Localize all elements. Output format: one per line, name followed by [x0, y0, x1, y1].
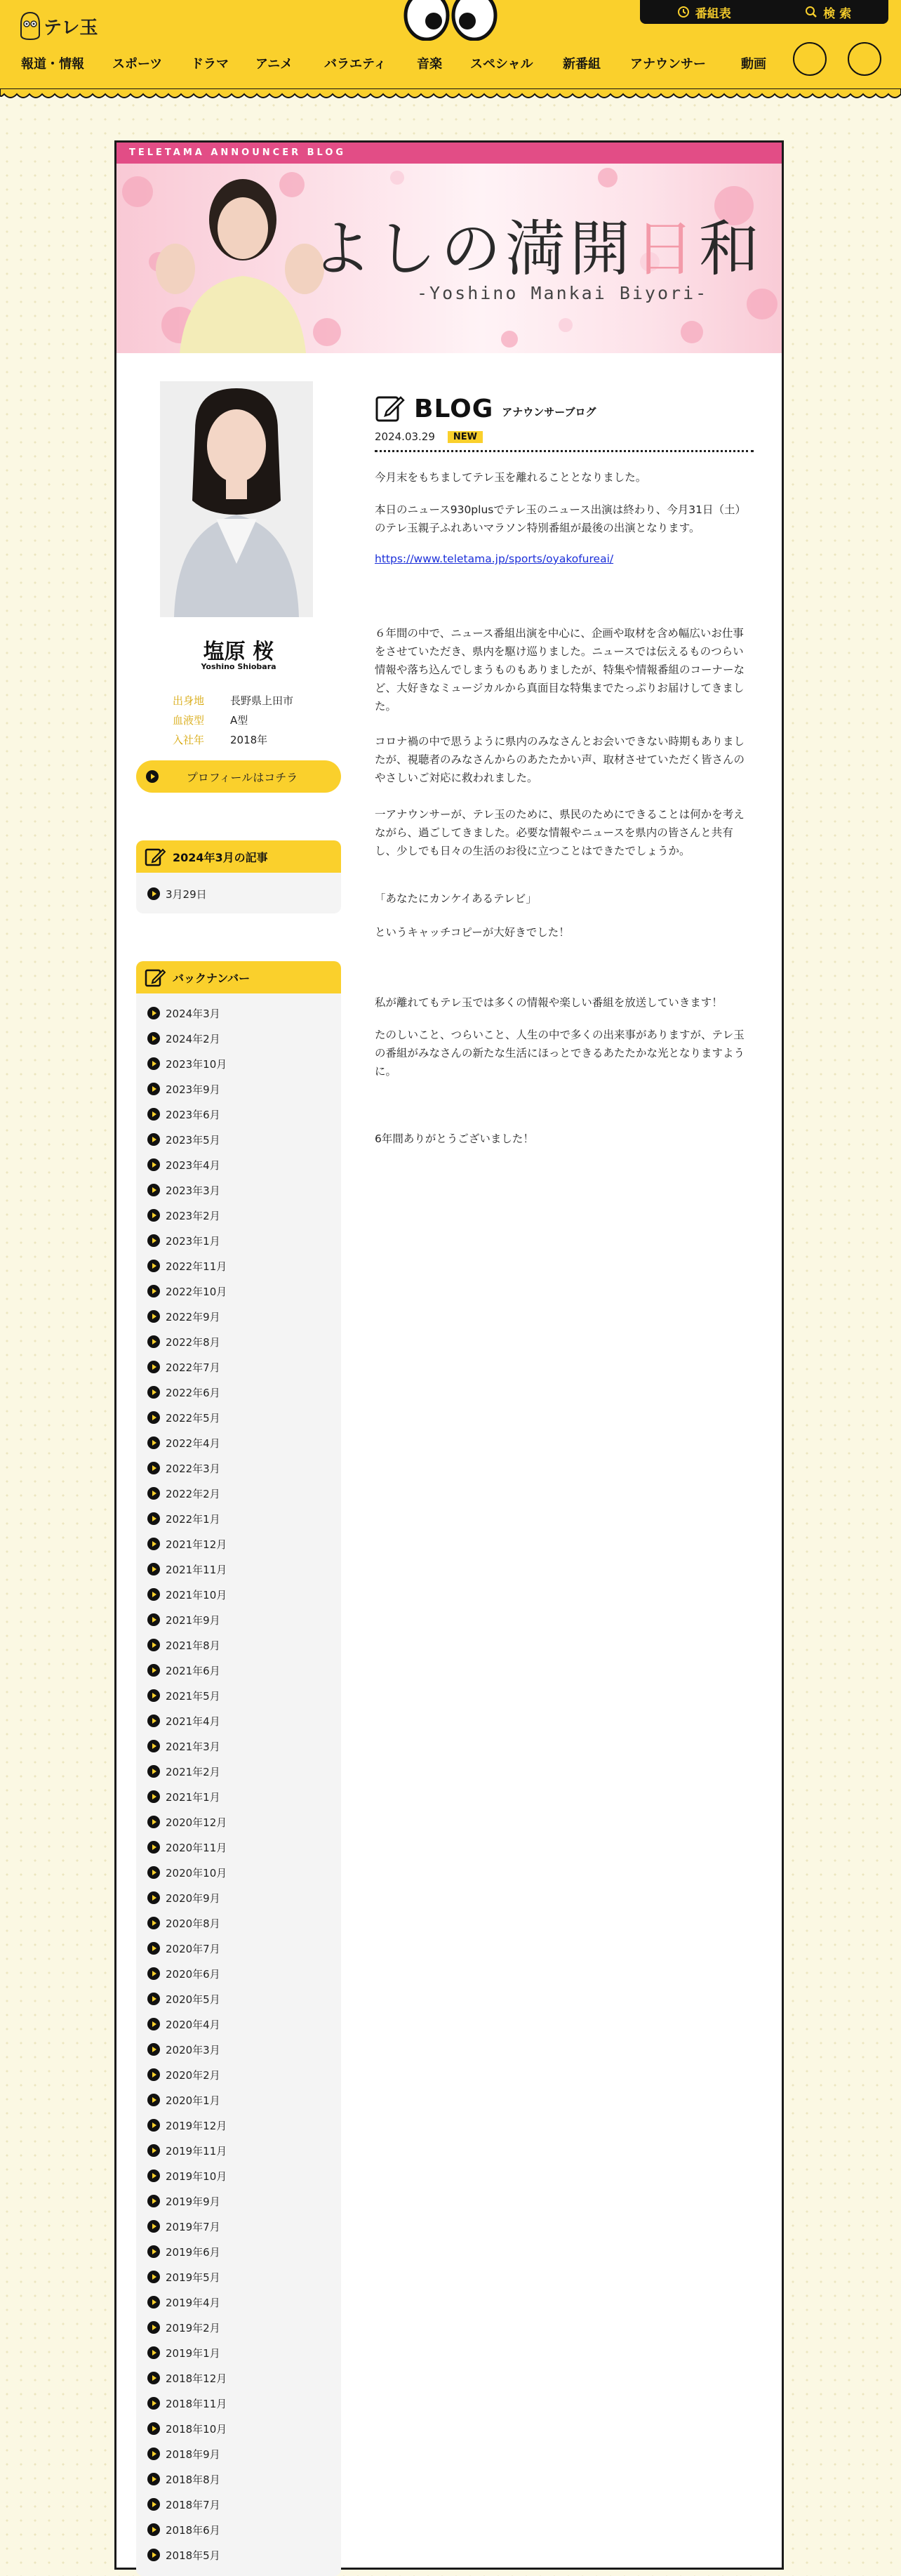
- arrow-right-icon: [147, 1765, 160, 1778]
- search-icon: [805, 6, 817, 18]
- mascot-eyes-icon: [399, 0, 502, 41]
- post-paragraph: というキャッチコピーが大好きでした！: [375, 926, 570, 939]
- arrow-right-icon: [147, 1866, 160, 1879]
- month-articles-header: [136, 840, 341, 873]
- arrow-right-icon: [147, 2346, 160, 2359]
- profile-name: 塩原 桜: [203, 640, 274, 664]
- backnumber-link-label: 2020年5月: [166, 1993, 220, 2006]
- backnumber-link-label: 2019年10月: [166, 2169, 227, 2183]
- backnumber-link[interactable]: [136, 1076, 341, 1102]
- arrow-right-icon: [147, 887, 160, 900]
- arrow-right-icon: [147, 1007, 160, 1019]
- backnumber-link-label: 2021年3月: [166, 1740, 220, 1753]
- backnumber-link[interactable]: [136, 1279, 341, 1304]
- backnumber-link-label: 2021年4月: [166, 1715, 220, 1728]
- nav-special[interactable]: スペシャル: [470, 57, 533, 72]
- profile-key: 血液型: [173, 713, 205, 727]
- arrow-right-icon: [147, 2220, 160, 2233]
- backnumber-link[interactable]: [136, 1026, 341, 1051]
- schedule-button[interactable]: [677, 4, 731, 21]
- backnumber-link-label: 2022年8月: [166, 1335, 220, 1349]
- backnumber-link[interactable]: [136, 2517, 341, 2542]
- arrow-right-icon: [147, 1891, 160, 1904]
- backnumber-link-label: 2020年10月: [166, 1866, 227, 1880]
- backnumber-link-label: 2024年2月: [166, 1032, 220, 1045]
- backnumber-link[interactable]: [136, 1506, 341, 1531]
- backnumber-link-label: 2021年6月: [166, 1664, 220, 1677]
- backnumber-link[interactable]: [136, 2391, 341, 2416]
- backnumber-link[interactable]: [136, 1708, 341, 1733]
- backnumber-link[interactable]: [136, 1354, 341, 1380]
- backnumber-link-label: 2019年12月: [166, 2119, 227, 2132]
- backnumber-link-label: 2020年9月: [166, 1891, 220, 1905]
- arrow-right-icon: [147, 1790, 160, 1803]
- post-date: 2024.03.29: [375, 430, 435, 443]
- backnumber-link-label: 2019年9月: [166, 2195, 220, 2208]
- backnumber-link[interactable]: [136, 1582, 341, 1607]
- arrow-right-icon: [147, 1386, 160, 1399]
- backnumber-link[interactable]: [136, 1051, 341, 1076]
- backnumber-link-label: 2021年10月: [166, 1588, 227, 1601]
- backnumber-link-label: 2018年10月: [166, 2422, 227, 2436]
- backnumber-link[interactable]: [136, 1936, 341, 1961]
- pencil-note-icon: [145, 967, 166, 987]
- backnumber-link-label: 2020年6月: [166, 1967, 220, 1981]
- arrow-right-icon: [147, 1462, 160, 1474]
- arrow-right-icon: [147, 1588, 160, 1601]
- search-button[interactable]: [805, 4, 851, 21]
- nav-variety[interactable]: バラエティ: [324, 57, 387, 72]
- backnumber-link[interactable]: [136, 1632, 341, 1658]
- backnumber-link-label: 2020年4月: [166, 2018, 220, 2031]
- post-paragraph: ６年間の中で、ニュース番組出演を中心に、企画や取材を含め幅広いお仕事をさせていただき、県内を駆け巡りました。ニュースでは伝えるものつらい情報や落ち込んでしまうものもありましたが、特集や情報番組のコーナーなど、大好きなミュージカルから真面目な特集までたっぷりお届けしてきました。: [375, 627, 745, 713]
- backnumber-link-label: 2022年4月: [166, 1436, 220, 1450]
- arrow-right-icon: [147, 2169, 160, 2182]
- profile-row-blood-type: [173, 710, 327, 729]
- nav-music[interactable]: 音楽: [417, 57, 442, 72]
- backnumber-link[interactable]: [136, 1203, 341, 1228]
- backnumber-link-label: 2023年4月: [166, 1158, 220, 1172]
- backnumber-link[interactable]: [136, 2087, 341, 2113]
- arrow-right-icon: [147, 2397, 160, 2410]
- round-badge-right-icon[interactable]: [848, 42, 881, 76]
- arrow-right-icon: [147, 1664, 160, 1677]
- backnumber-link[interactable]: [136, 1835, 341, 1860]
- arrow-right-icon: [147, 1057, 160, 1070]
- post-paragraph: 「あなたにカンケイあるテレビ」: [375, 892, 537, 905]
- backnumber-link[interactable]: [136, 2264, 341, 2290]
- backnumber-link[interactable]: [136, 1127, 341, 1152]
- blog-heading: [375, 388, 596, 423]
- logo-text: テレ玉: [44, 17, 98, 39]
- backnumber-link[interactable]: [136, 1152, 341, 1177]
- backnumber-link-label: 2023年1月: [166, 1234, 220, 1248]
- backnumber-link-label: 2018年5月: [166, 2549, 220, 2562]
- arrow-right-icon: [147, 2498, 160, 2511]
- backnumber-link[interactable]: [136, 2214, 341, 2239]
- arrow-right-icon: [147, 1816, 160, 1828]
- backnumber-link-label: 2018年8月: [166, 2473, 220, 2486]
- backnumber-link-label: 2023年3月: [166, 1184, 220, 1197]
- article-link[interactable]: [136, 881, 341, 906]
- backnumber-link[interactable]: [136, 2441, 341, 2466]
- post-meta: [375, 430, 483, 443]
- backnumber-link[interactable]: [136, 2113, 341, 2138]
- global-nav: [0, 52, 901, 77]
- arrow-right-icon: [147, 1967, 160, 1980]
- backnumber-link[interactable]: [136, 1784, 341, 1809]
- arrow-right-icon: [147, 1260, 160, 1272]
- backnumber-link[interactable]: [136, 1910, 341, 1936]
- backnumber-link-label: 2023年5月: [166, 1133, 220, 1147]
- backnumber-link-label: 2022年6月: [166, 1386, 220, 1399]
- backnumber-link-label: 2023年2月: [166, 1209, 220, 1222]
- profile-key: 出身地: [173, 694, 205, 707]
- backnumber-title: バックナンバー: [173, 971, 251, 985]
- backnumber-link-label: 2022年1月: [166, 1512, 220, 1526]
- backnumber-link[interactable]: [136, 1607, 341, 1632]
- arrow-right-icon: [147, 2549, 160, 2561]
- arrow-right-icon: [147, 1411, 160, 1424]
- profile-row-hometown: [173, 690, 327, 710]
- arrow-right-icon: [147, 1310, 160, 1323]
- backnumber-link-label: 2022年11月: [166, 1260, 227, 1273]
- arrow-right-icon: [147, 2271, 160, 2283]
- arrow-right-icon: [147, 2144, 160, 2157]
- arrow-right-icon: [147, 1184, 160, 1196]
- arrow-right-icon: [147, 1563, 160, 1576]
- backnumber-link[interactable]: [136, 2365, 341, 2391]
- nav-announcer[interactable]: アナウンサー: [630, 57, 706, 72]
- backnumber-link-label: 2020年1月: [166, 2094, 220, 2107]
- backnumber-link[interactable]: [136, 1430, 341, 1455]
- arrow-right-icon: [147, 1942, 160, 1955]
- arrow-right-icon: [147, 1740, 160, 1752]
- backnumber-list: [136, 993, 341, 2568]
- backnumber-link[interactable]: [136, 1380, 341, 1405]
- program-link[interactable]: https://www.teletama.jp/sports/oyakofureai/: [375, 553, 614, 565]
- backnumber-box: [136, 961, 341, 2576]
- backnumber-link[interactable]: [136, 1455, 341, 1481]
- arrow-right-icon: [147, 1108, 160, 1121]
- profile-photo: [160, 381, 313, 617]
- arrow-right-icon: [147, 1234, 160, 1247]
- backnumber-link[interactable]: [136, 1557, 341, 1582]
- backnumber-link-label: 2021年5月: [166, 1689, 220, 1703]
- backnumber-link[interactable]: [136, 2188, 341, 2214]
- blog-frame: [114, 140, 784, 2570]
- pencil-note-icon: [145, 847, 166, 866]
- backnumber-link-label: 2022年9月: [166, 1310, 220, 1323]
- arrow-right-icon: [147, 1613, 160, 1626]
- arrow-right-icon: [147, 1335, 160, 1348]
- site-logo[interactable]: [20, 10, 98, 42]
- backnumber-link-label: 2020年3月: [166, 2043, 220, 2056]
- backnumber-link[interactable]: [136, 2239, 341, 2264]
- arrow-right-icon: [147, 1993, 160, 2005]
- backnumber-link-label: 2021年1月: [166, 1790, 220, 1804]
- arrow-right-icon: [147, 2195, 160, 2207]
- backnumber-link[interactable]: [136, 1961, 341, 1986]
- profile-value: 2018年: [230, 733, 268, 746]
- hero-title-a: よしの満開: [312, 214, 634, 284]
- post-paragraph: 6年間ありがとうございました！: [375, 1132, 534, 1145]
- hero-title: [312, 200, 763, 287]
- post-link-paragraph: [375, 550, 747, 568]
- arrow-right-icon: [147, 2523, 160, 2536]
- post-paragraph: たのしいこと、つらいこと、人生の中で多くの出来事がありますが、テレ玉の番組がみなさんの新たな生活にほっとできるあたたかな光となりますように。: [375, 1029, 745, 1078]
- arrow-right-icon: [147, 2245, 160, 2258]
- backnumber-link-label: 2024年3月: [166, 1007, 220, 1020]
- profile-link-button[interactable]: [136, 760, 341, 793]
- month-articles-box: [136, 840, 341, 913]
- backnumber-link-label: 2018年7月: [166, 2498, 220, 2511]
- backnumber-link[interactable]: [136, 1177, 341, 1203]
- backnumber-link[interactable]: [136, 2062, 341, 2087]
- backnumber-link[interactable]: [136, 2340, 341, 2365]
- arrow-right-icon: [147, 1133, 160, 1146]
- backnumber-link-label: 2020年2月: [166, 2068, 220, 2082]
- nav-news[interactable]: 報道・情報: [21, 57, 84, 72]
- profile-value: 長野県上田市: [230, 694, 294, 707]
- arrow-right-icon: [147, 1209, 160, 1222]
- mascot-logo-icon: [20, 11, 41, 41]
- post-paragraph: 一アナウンサーが、テレ玉のために、県民のためにできることは何かを考えながら、過ごしてきました。必要な情報やニュースを県内の皆さんと共有し、少しでも日々の生活のお役に立つことはできたでしょうか。: [375, 808, 745, 857]
- backnumber-link-label: 2021年8月: [166, 1639, 220, 1652]
- post-paragraph: コロナ禍の中で思うように県内のみなさんとお会いできない時期もありましたが、視聴者のみなさんからのあたたかい声、取材させていただく皆さんのやさしいご対応に救われました。: [375, 735, 745, 784]
- backnumber-link-label: 2022年2月: [166, 1487, 220, 1500]
- nav-anime[interactable]: アニメ: [255, 57, 293, 72]
- backnumber-link-label: 2021年12月: [166, 1538, 227, 1551]
- post-paragraph: 本日のニュース930plusでテレ玉のニュース出演は終わり、今月31日（土）のテレ玉親子ふれあいマラソン特別番組が最後の出演となります。: [375, 503, 746, 534]
- backnumber-link-label: 2020年8月: [166, 1917, 220, 1930]
- backnumber-link-label: 2020年7月: [166, 1942, 220, 1955]
- backnumber-link[interactable]: [136, 1733, 341, 1759]
- backnumber-link[interactable]: [136, 1000, 341, 1026]
- backnumber-link-label: 2021年2月: [166, 1765, 220, 1778]
- profile-name-en: Yoshino Shiobara: [201, 662, 276, 671]
- arrow-right-icon: [147, 1032, 160, 1045]
- arrow-right-icon: [147, 1917, 160, 1929]
- site-header: [0, 0, 901, 91]
- profile-key: 入社年: [173, 733, 205, 746]
- backnumber-link-label: 2019年6月: [166, 2245, 220, 2259]
- backnumber-link-label: 2021年11月: [166, 1563, 227, 1576]
- month-articles-title: 2024年3月の記事: [173, 850, 268, 864]
- month-articles-list: [136, 873, 341, 913]
- backnumber-link-label: 2018年11月: [166, 2397, 227, 2410]
- backnumber-link-label: 2019年11月: [166, 2144, 227, 2158]
- backnumber-link-label: 2023年9月: [166, 1083, 220, 1096]
- arrow-right-icon: [147, 1487, 160, 1500]
- arrow-right-icon: [147, 1512, 160, 1525]
- blog-hero-banner: [116, 164, 782, 353]
- backnumber-link-label: 2019年4月: [166, 2296, 220, 2309]
- profile-table: [173, 690, 327, 749]
- arrow-right-icon: [147, 2119, 160, 2132]
- backnumber-link[interactable]: [136, 2315, 341, 2340]
- backnumber-link-label: 2020年12月: [166, 1816, 227, 1829]
- backnumber-link[interactable]: [136, 2416, 341, 2441]
- heading-divider: [375, 450, 754, 452]
- backnumber-link[interactable]: [136, 2492, 341, 2517]
- profile-row-joined: [173, 729, 327, 749]
- profile-link-label: プロフィールはコチラ: [186, 770, 298, 784]
- arrow-right-icon: [147, 1538, 160, 1550]
- pencil-note-icon: [375, 392, 406, 423]
- nav-sports[interactable]: スポーツ: [112, 57, 163, 72]
- backnumber-link[interactable]: [136, 1481, 341, 1506]
- backnumber-link[interactable]: [136, 1253, 341, 1279]
- backnumber-link[interactable]: [136, 2290, 341, 2315]
- hero-title-b: 和: [699, 214, 763, 284]
- backnumber-link[interactable]: [136, 1759, 341, 1784]
- arrow-right-icon: [147, 1083, 160, 1095]
- backnumber-link[interactable]: [136, 2466, 341, 2492]
- arrow-right-icon: [147, 2372, 160, 2384]
- arrow-right-icon: [147, 2296, 160, 2309]
- nav-drama[interactable]: ドラマ: [191, 57, 229, 72]
- arrow-right-icon: [147, 2068, 160, 2081]
- header-zigzag-edge: [0, 88, 901, 104]
- arrow-right-icon: [147, 2422, 160, 2435]
- backnumber-link-label: 2019年5月: [166, 2271, 220, 2284]
- backnumber-link-label: 2018年6月: [166, 2523, 220, 2537]
- arrow-right-icon: [147, 1689, 160, 1702]
- profile-value: A型: [230, 713, 248, 727]
- backnumber-link[interactable]: [136, 1809, 341, 1835]
- backnumber-link[interactable]: [136, 1304, 341, 1329]
- backnumber-link[interactable]: [136, 1658, 341, 1683]
- backnumber-link-label: 2023年10月: [166, 1057, 227, 1071]
- arrow-right-icon: [147, 2321, 160, 2334]
- backnumber-link-label: 2022年5月: [166, 1411, 220, 1425]
- blog-heading-sub: アナウンサーブログ: [502, 406, 596, 418]
- backnumber-link-label: 2019年7月: [166, 2220, 220, 2233]
- arrow-right-icon: [147, 1639, 160, 1651]
- backnumber-link-label: 2018年9月: [166, 2448, 220, 2461]
- arrow-right-icon: [147, 1436, 160, 1449]
- backnumber-header: [136, 961, 341, 993]
- announcer-hero-photo: [131, 164, 327, 353]
- arrow-right-icon: [147, 2018, 160, 2030]
- backnumber-link[interactable]: [136, 2163, 341, 2188]
- arrow-right-icon: [147, 2043, 160, 2056]
- backnumber-link[interactable]: [136, 1228, 341, 1253]
- backnumber-link[interactable]: [136, 2138, 341, 2163]
- post-paragraph: 私が離れてもテレ玉では多くの情報や楽しい番組を放送していきます！: [375, 996, 723, 1009]
- arrow-right-icon: [146, 770, 159, 783]
- round-badge-left-icon[interactable]: [793, 42, 827, 76]
- arrow-right-icon: [147, 2094, 160, 2106]
- backnumber-link-label: 2019年2月: [166, 2321, 220, 2334]
- backnumber-link-label: 2021年9月: [166, 1613, 220, 1627]
- backnumber-link[interactable]: [136, 1885, 341, 1910]
- backnumber-link-label: 2022年7月: [166, 1361, 220, 1374]
- backnumber-link-label: 2018年12月: [166, 2372, 227, 2385]
- schedule-label: 番組表: [695, 6, 731, 21]
- hero-title-accent: 日: [634, 214, 699, 284]
- arrow-right-icon: [147, 1715, 160, 1727]
- backnumber-link-label: 2022年3月: [166, 1462, 220, 1475]
- nav-new-programs[interactable]: 新番組: [563, 57, 601, 72]
- arrow-right-icon: [147, 2448, 160, 2460]
- backnumber-link-label: 2020年11月: [166, 1841, 227, 1854]
- backnumber-link[interactable]: [136, 2012, 341, 2037]
- blog-heading-text: BLOG: [414, 395, 494, 423]
- article-link-label: 3月29日: [166, 887, 207, 901]
- backnumber-link[interactable]: [136, 1531, 341, 1557]
- clock-icon: [677, 6, 690, 18]
- backnumber-link-label: 2022年10月: [166, 1285, 227, 1298]
- backnumber-link[interactable]: [136, 1329, 341, 1354]
- arrow-right-icon: [147, 1158, 160, 1171]
- backnumber-link[interactable]: [136, 1986, 341, 2012]
- announcer-blog-strip: TELETAMA ANNOUNCER BLOG: [116, 143, 782, 164]
- backnumber-link[interactable]: [136, 1860, 341, 1885]
- hero-subtitle: -Yoshino Mankai Biyori-: [417, 283, 709, 303]
- backnumber-link[interactable]: [136, 1102, 341, 1127]
- backnumber-link-label: 2023年6月: [166, 1108, 220, 1121]
- new-badge: NEW: [448, 431, 483, 443]
- backnumber-link-label: 2019年1月: [166, 2346, 220, 2360]
- post-paragraph: 今月末をもちましてテレ玉を離れることとなりました。: [375, 471, 647, 484]
- arrow-right-icon: [147, 2473, 160, 2485]
- arrow-right-icon: [147, 1841, 160, 1854]
- backnumber-link[interactable]: [136, 1683, 341, 1708]
- utility-bar: [640, 0, 888, 24]
- nav-video[interactable]: 動画: [741, 57, 766, 72]
- arrow-right-icon: [147, 1285, 160, 1297]
- backnumber-link[interactable]: [136, 1405, 341, 1430]
- search-label: 検 索: [823, 6, 852, 21]
- backnumber-link[interactable]: [136, 2037, 341, 2062]
- backnumber-link[interactable]: [136, 2542, 341, 2568]
- arrow-right-icon: [147, 1361, 160, 1373]
